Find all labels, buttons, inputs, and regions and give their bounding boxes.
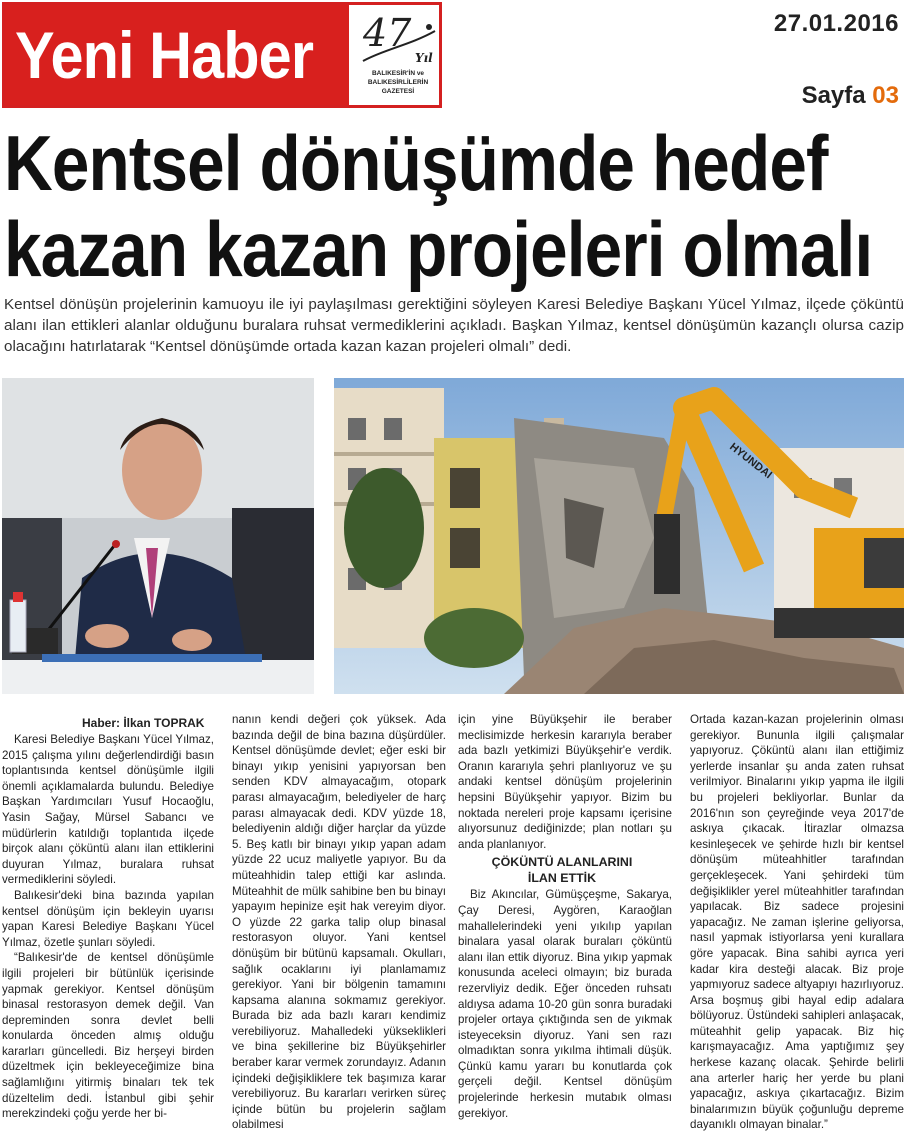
col1-paragraph-3: “Balıkesir'de de kentsel dönüşümle ilgili projeleri bir bütünlük içerisinde yapmak gerekiyor. Kentsel dönüşüm binasal restorasyon demek değil. Van depreminden sonra devlet belli konularda önceden almış olduğu kararları güncelledi. Biz herşeyi birden düzeltmek için bekleyeceğimize bina sağlamlığını yitirmiş binaları tek tek düzeltelim dedi. İstanbul gibi şehir merekzindeki çoğu yerde her bi-	[2, 951, 214, 1121]
masthead-tagline: BALIKESİR'İN ve BALIKESİRLİLERİN GAZETESİ	[367, 70, 429, 95]
demolition-photo	[334, 378, 904, 694]
col4-paragraph-1: Ortada kazan-kazan projelerinin olması gerekiyor. Bununla ilgili çalışmalar yapıyoruz. Çöküntü alanı ilan ettiğimiz yerlerde insanlar şu anda zaten ruhsat verilmiyor. Binalarını yıkıp yapma ile ilgili bu projeleri bekliyorlar. Bunlar da 2016'nın son çeyreğinde veya 2017'de askıya çıkacak. İtirazlar olmazsa kesinleşecek ve şehirde hızlı bir kentsel dönüşüm müteahhitler tarafından gerçekleşecek. Yani şehirdeki tüm değişiklikler yerel müteahhitler tarafından yapılacak. Biz sadece projesini yapacağız. Ne zaman işlerine geliyorsa, nasıl yapmak istiyorlarsa yeni kurallara göre yapacak. Bina sahibi ayrıca yeri kadar kira desteği alacak. Biz proje yapmıyoruz sadece altyapıyı hazırlıyoruz. Arsa boşmuş gibi hayal edip adalara bölüyoruz. Üstündeki sahipleri anlaşacak, müteahhit gelip yapacak. Biz hiç karışmayacağız. Ama yaptığımız şey herkese kazanç olacak. Şehirde belirli ana arterler hariç her yerde bu plani yapacağız, askıya çıkartacağız. Bizim binalarımızın büyük çoğunluğu depreme dayanıklı olmayan binalar.”	[690, 713, 904, 1132]
article-headline	[4, 119, 873, 293]
page-label: Sayfa	[801, 82, 866, 109]
mayor-photo	[2, 378, 314, 694]
subheading-line-1: ÇÖKÜNTÜ ALANLARINI	[491, 855, 633, 870]
section-subheading	[452, 854, 672, 886]
col1-paragraph-2: Balıkesir'deki bina bazında yapılan kentsel dönüşüm için bekleyin uyarısı yapan Karesi Belediye Başkanı Yücel Yılmaz, özetle şunları söyledi.	[2, 888, 214, 949]
demolition-scene-image	[334, 378, 904, 694]
anniversary-badge	[355, 9, 439, 103]
headline-line-2: kazan kazan projeleri olmalı	[4, 205, 873, 293]
mayor-portrait-image	[2, 378, 314, 694]
article-column-3	[458, 712, 672, 1121]
article-column-1	[2, 732, 214, 1122]
article-byline: Haber: İlkan TOPRAK	[82, 716, 205, 730]
masthead-red-panel	[5, 5, 349, 105]
anniversary-word: Yıl	[415, 51, 433, 65]
excavator-brand-label: HYUNDAI	[727, 440, 775, 482]
col3-paragraph-1: için yine Büyükşehir ile beraber meclisimizde herkesin kararıyla beraber ada bazlı yetkimizi Büyükşehir'e verdik. Oranın kararıyla şehri planlıyoruz ve şu andaki kentsel dönüşüm projelerinin hepsini Büyükşehir yapıyor. Bizim bu noktada nereleri proje kapsamı içerisine alıyorsunuz dediğinizde; plan notları şu anda planlanıyor.	[458, 713, 672, 851]
col1-paragraph-1: Karesi Belediye Başkanı Yücel Yılmaz, 2015 çalışma yılını değerlendirdiği basın toplantısında kentsel dönüşümle ilgili önemli açıklamalarda bulundu. Belediye Başkan Yardımcıları Yusuf Hocaoğlu, Yasin Sağay, Mürsel Sabancı ve müdürlerin katıldığı toplantıda ilçede birçok alanı çöküntü alanı ilan ettiklerini duyuran Yılmaz, buralara ruhsat vermediklerini söyledi.	[2, 733, 214, 887]
page-number	[802, 82, 899, 110]
col3-paragraph-2: Biz Akıncılar, Gümüşçeşme, Sakarya, Çay Deresi, Aygören, Karaoğlan mahallelerindeki yeni yıkılıp yapılan binalara yasal olarak buraları çöküntü alanı ilan ettik diyoruz. Bina yıkıp yapmak konusunda aceleci olmayın; biz burada rezervliyiz dedik. Eğer önceden ruhsatı aldıysa adama 10-20 gün sonra buradaki projeler ortaya çıktığında sen de yıkmak isteyeceksin diyoruz. Yani sen razı olmadıktan sonra yıkılma ihtimali düşük. Çünkü kamu yararı bu konutlarda çok gerçeli değil. Kentsel dönüşüm projelerinde herkesin mutabık olması gerekiyor.	[458, 888, 672, 1120]
article-lead: Kentsel dönüşün projelerinin kamuoyu ile iyi paylaşılması gerektiğini söyleyen Karesi Belediye Başkanı Yücel Yılmaz, ilçede çöküntü alanı ilan ettikleri alanlar olduğunu buralara ruhsat vermediklerini açıkladı. Başkan Yılmaz, kentsel dönüşümün kazançlı olursa cazip olacağını hatırlatarak “Kentsel dönüşümde ortada kazan kazan projeleri olmalı” dedi.	[4, 296, 904, 355]
issue-date: 27.01.2016	[773, 10, 899, 37]
page-number-value: 03	[872, 82, 899, 109]
anniversary-number: 47	[363, 11, 412, 55]
article-column-2	[232, 712, 446, 1133]
newspaper-name: Yeni Haber	[15, 18, 314, 92]
col2-paragraph-1: nanın kendi değeri çok yüksek. Ada bazında değil de bina bazına düşürdüler. Kentsel dönüşümde devlet; eğer eski bir binayı yıkıp yenisini yapıyorsan ben senden KDV almayacağım, otopark parası almayacağım, belediyeler de harç parası almayacak dedi. KDV yüzde 18, belediyenin aldığı diğer harçlar da yüzde 5. Beş katlı bir binayı yıkıp yapan adam yüzde 22 ucuz maliyetle yapıyor. Bu da müteahhidin talep ettiği kar aslında. Müteahhit de mülk sahibine ben bu binayı yapayım hepinize eşit hak vereyim diyor. O yüzde 22 garka talip olup binasal restorasyon oluyor. Yani kentsel dönüşüm bir bütünü kapsamalı. Okulları, sağlık ocaklarını iyi planlamamız gerekiyor. Yani bir bölgenin tamamını kapsama alanına sokmamız gerekiyor. Burada biz ada bazlı kararı kendimiz verebiliyoruz. Mahalledeki yükseklikleri ve bina şekillerine biz Büyükşehirler beraber karar vermek zorundayız. Adanın içindeki değişikliklere tek başımıza karar verebiliyoruz. Bu kararları verirken süreç içinde bütün bu projelerin sağlam olabilmesi	[232, 713, 446, 1132]
subheading-line-2: İLAN ETTİK	[527, 871, 597, 886]
headline-line-1: Kentsel dönüşümde hedef	[4, 119, 828, 207]
article-column-4	[690, 712, 904, 1133]
masthead-logo	[2, 2, 442, 108]
